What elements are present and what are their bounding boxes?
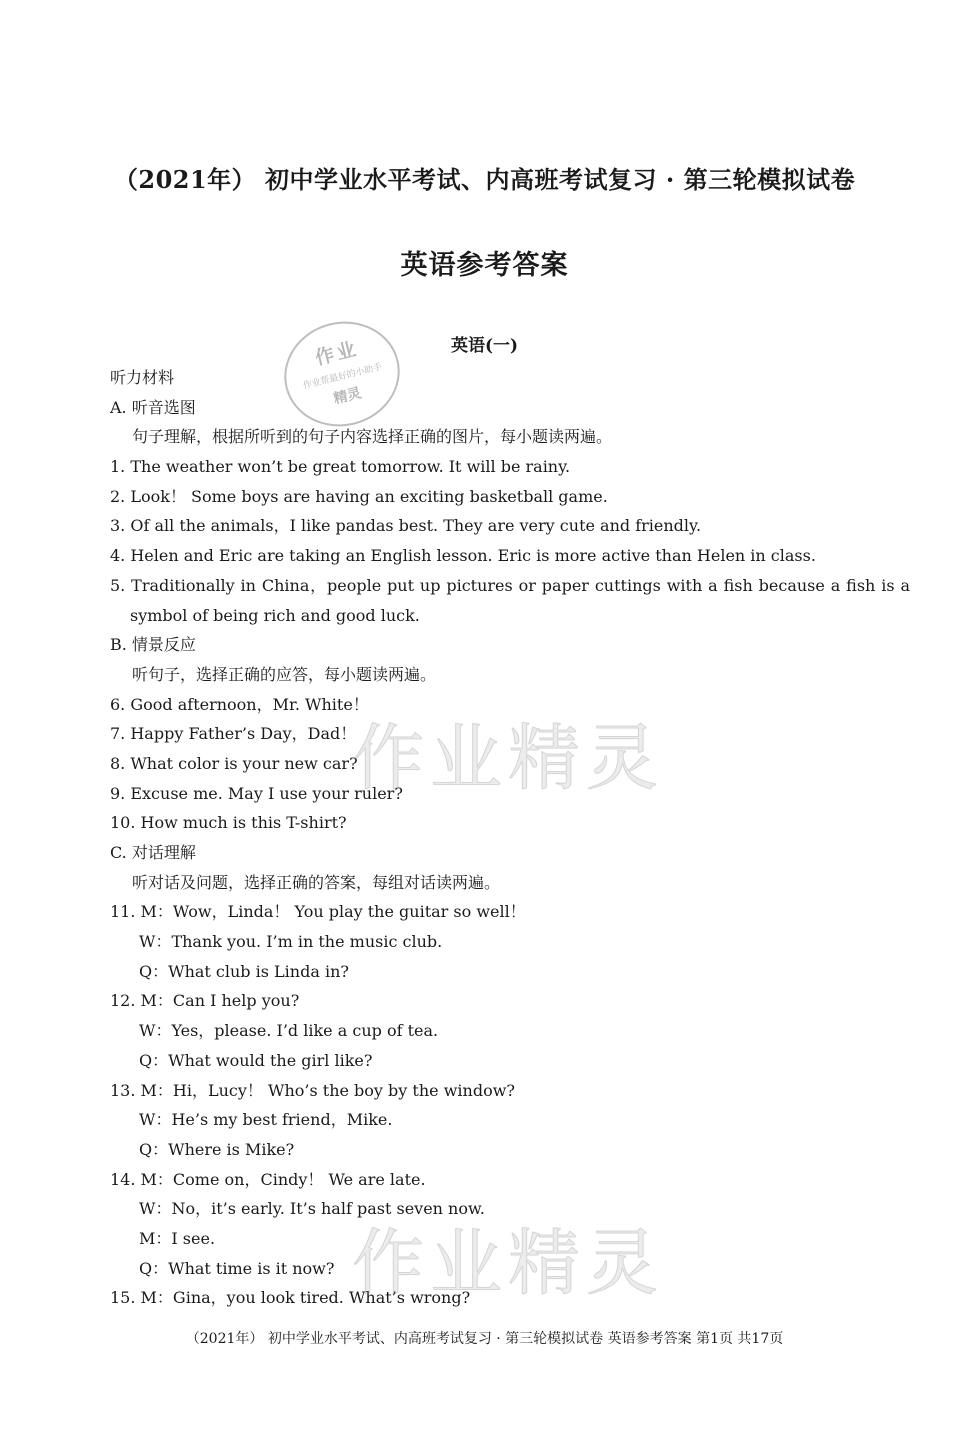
question-12-woman: W：Yes，please. I’d like a cup of tea. bbox=[139, 1021, 439, 1041]
heading-listening: 听力材料 bbox=[110, 368, 175, 387]
stamp-bottom-text: 精灵 bbox=[332, 385, 364, 408]
question-12-man: 12. M：Can I help you? bbox=[110, 991, 300, 1011]
question-2: 2. Look！ Some boys are having an exciting basketball game. bbox=[110, 486, 608, 506]
question-11-man: 11. M：Wow，Linda！ You play the guitar so well！ bbox=[110, 902, 526, 922]
listening-material bbox=[110, 363, 910, 1313]
question-1: 1. The weather won’t be great tomorrow. It will be rainy. bbox=[110, 457, 571, 477]
question-14-man: 14. M：Come on，Cindy！ We are late. bbox=[110, 1169, 426, 1189]
watermark-text: 作业精灵 bbox=[352, 1221, 665, 1305]
question-15-man: 15. M：Gina，you look tired. What’s wrong? bbox=[110, 1288, 471, 1308]
question-4: 4. Helen and Eric are taking an English lesson. Eric is more active than Helen in class. bbox=[110, 546, 816, 566]
question-11-question: Q：What club is Linda in? bbox=[139, 961, 349, 981]
watermark-text: 作业精灵 bbox=[352, 716, 665, 800]
question-11-woman: W：Thank you. I’m in the music club. bbox=[139, 932, 443, 952]
page-title: （2021年） 初中学业水平考试、内高班考试复习 · 第三轮模拟试卷 bbox=[113, 165, 856, 194]
question-10: 10. How much is this T-shirt? bbox=[110, 813, 347, 833]
question-9: 9. Excuse me. May I use your ruler? bbox=[110, 783, 403, 803]
question-6: 6. Good afternoon，Mr. White！ bbox=[110, 694, 369, 714]
page-footer: （2021年） 初中学业水平考试、内高班考试复习 · 第三轮模拟试卷 英语参考答案 第1页 共17页 bbox=[185, 1331, 784, 1347]
part-b-instructions: 听句子，选择正确的应答，每小题读两遍。 bbox=[132, 664, 437, 684]
part-a-instructions: 句子理解，根据所听到的句子内容选择正确的图片，每小题读两遍。 bbox=[132, 427, 613, 447]
question-14-man-2: M：I see. bbox=[139, 1228, 216, 1248]
question-13-question: Q：Where is Mike? bbox=[139, 1139, 295, 1159]
part-c-heading: C. 对话理解 bbox=[110, 843, 196, 863]
question-12-question: Q：What would the girl like? bbox=[139, 1050, 373, 1070]
question-5-line-2: symbol of being rich and good luck. bbox=[130, 605, 420, 625]
part-c-instructions: 听对话及问题，选择正确的答案，每组对话读两遍。 bbox=[132, 872, 501, 892]
question-7: 7. Happy Father’s Day，Dad！ bbox=[110, 724, 357, 744]
question-14-question: Q：What time is it now? bbox=[139, 1258, 335, 1278]
question-14-woman: W：No，it’s early. It’s half past seven now. bbox=[139, 1199, 485, 1219]
question-13-woman: W：He’s my best friend，Mike. bbox=[139, 1110, 393, 1130]
section-title: 英语(一) bbox=[450, 336, 519, 356]
stamp-top-text: 作业 bbox=[312, 337, 361, 370]
question-8: 8. What color is your new car? bbox=[110, 753, 358, 773]
question-5-line-1: 5. Traditionally in China，people put up pictures or paper cuttings with a fish because a fish is a bbox=[110, 575, 910, 595]
answer-key-title: 英语参考答案 bbox=[400, 250, 569, 281]
question-13-man: 13. M：Hi，Lucy！ Who’s the boy by the window? bbox=[110, 1080, 515, 1100]
question-3: 3. Of all the animals，I like pandas best. They are very cute and friendly. bbox=[110, 516, 702, 536]
part-b-heading: B. 情景反应 bbox=[110, 635, 196, 655]
part-a-heading: A. 听音选图 bbox=[110, 397, 196, 417]
stamp-middle-text: 作业帮最好的小助手 bbox=[302, 362, 384, 392]
